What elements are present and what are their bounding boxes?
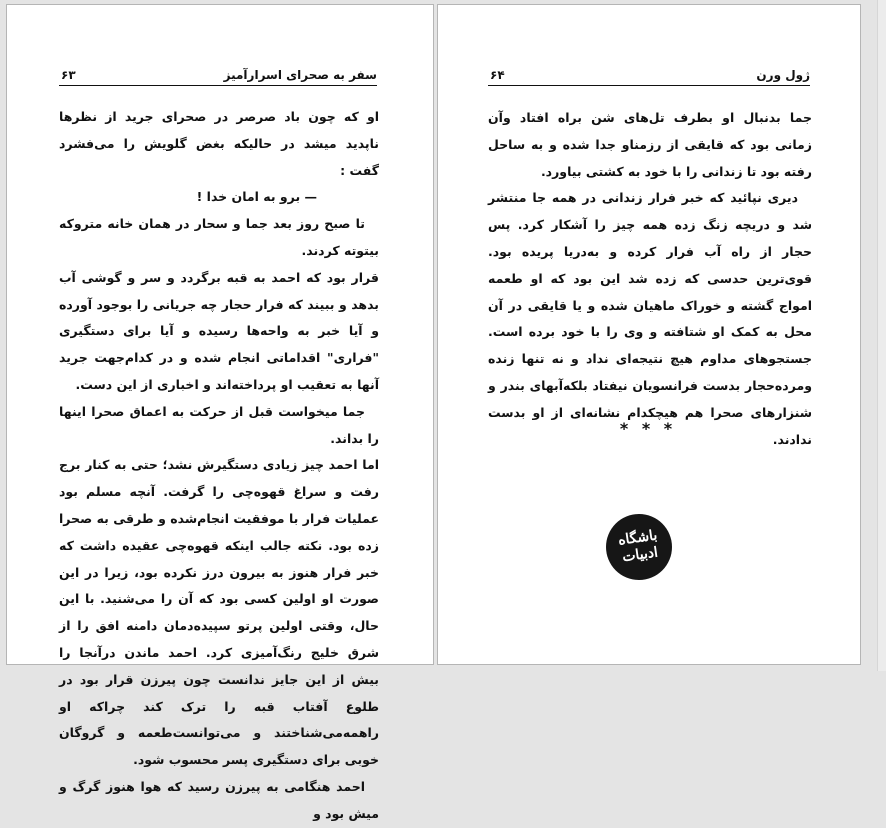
right-page-header (488, 67, 810, 86)
right-page-number: ۶۴ (490, 68, 505, 82)
left-page (6, 4, 434, 821)
paragraph: دیری نپائید که خبر فرار زندانی در همه جا منتشر شد و دریچه زنگ زده همه چیز را آشکار کرد. پس حجار از راه آب فرار کرده و به‌دریا پریده بود. قوی‌ترین حدسی که زده شد این بود که او طعمه امواج گشته و خوراک ماهیان شده و یا قایقی در آن محل به کمک او شتافته و وی را با خود برده است. جستجوهای مداوم هیچ نتیجه‌ای نداد و نه تنها زنده ومرده‌حجار بدست فرانسویان نیفتاد بلکه‌آبهای بندر و شنزارهای صحرا هم هیچکدام نشانه‌ای از او بدست ندادند. (488, 190, 812, 447)
left-page-number: ۶۳ (61, 68, 76, 82)
section-separator: * * * (619, 419, 677, 438)
left-page-header (59, 67, 377, 86)
paragraph: جما میخواست قبل از حرکت به اعماق صحرا اینها را بداند. (59, 403, 379, 446)
dialogue-line: — برو به امان خدا ! (196, 189, 317, 205)
scrollbar-track[interactable] (877, 0, 886, 671)
paragraph: احمد هنگامی به پیرزن رسید که هوا هنوز گرگ و میش بود و (59, 778, 379, 821)
right-page (437, 4, 861, 665)
left-header-title: سفر به صحرای اسرارآمیز (223, 68, 377, 82)
right-header-title: ژول ورن (756, 68, 810, 82)
paragraph: تا صبح روز بعد جما و سحار در همان خانه متروکه بیتوته کردند. (59, 216, 379, 258)
logo-text: باشگاه ادبیات (617, 527, 659, 566)
paragraph: اما احمد چیز زیادی دستگیرش نشد؛ حتی به کنار برج رفت و سراغ قهوه‌چی را گرفت. آنچه مسلم بود عملیات فرار با موفقیت انجام‌شده و طرقی به صحرا زده بود. نکته جالب اینکه قهوه‌چی عقیده داشت که خبر فرار هنوز به بیرون درز نکرده بود، زیرا در این صورت او اولین کسی بود که آن را می‌شنید. با این حال، وقتی اولین پرتو سپیده‌دمان دامنه افق را از شرق خلیج رنگ‌آمیزی کرد. احمد ماندن درآنجا را بیش از این جایز ندانست چون پیرزن قرار بود در طلوع آفتاب قبه را ترک کند چراکه او راهمه‌می‌شناختند و می‌توانست‌طعمه و گروگان خوبی برای دستگیری پسر محسوب شود. (59, 457, 379, 768)
paragraph: قرار بود که احمد به قبه برگردد و سر و گوشی آب بدهد و ببیند که فرار حجار چه جریانی را بوجود آورده و آیا خبر به واحه‌ها رسیده و آیا برای دستگیری "فراری" اقداماتی انجام شده و در کدام‌جهت جرید آنها به تعقیب او پرداخته‌اند و اخباری از این دست. (59, 269, 379, 392)
right-page-body (488, 105, 812, 453)
paragraph: او که چون باد صرصر در صحرای جرید از نظرها ناپدید میشد در حالیکه بغض گلویش را می‌فشرد گفت : (59, 109, 379, 178)
publisher-logo (606, 514, 672, 580)
left-page-body (59, 104, 379, 828)
paragraph: جما بدنبال او بطرف تل‌های شن براه افتاد وآن زمانی بود که قایقی از رزمناو جدا شده و به ساحل رفته بود تا زندانی را با خود به کشتی بیاورد. (488, 110, 812, 179)
